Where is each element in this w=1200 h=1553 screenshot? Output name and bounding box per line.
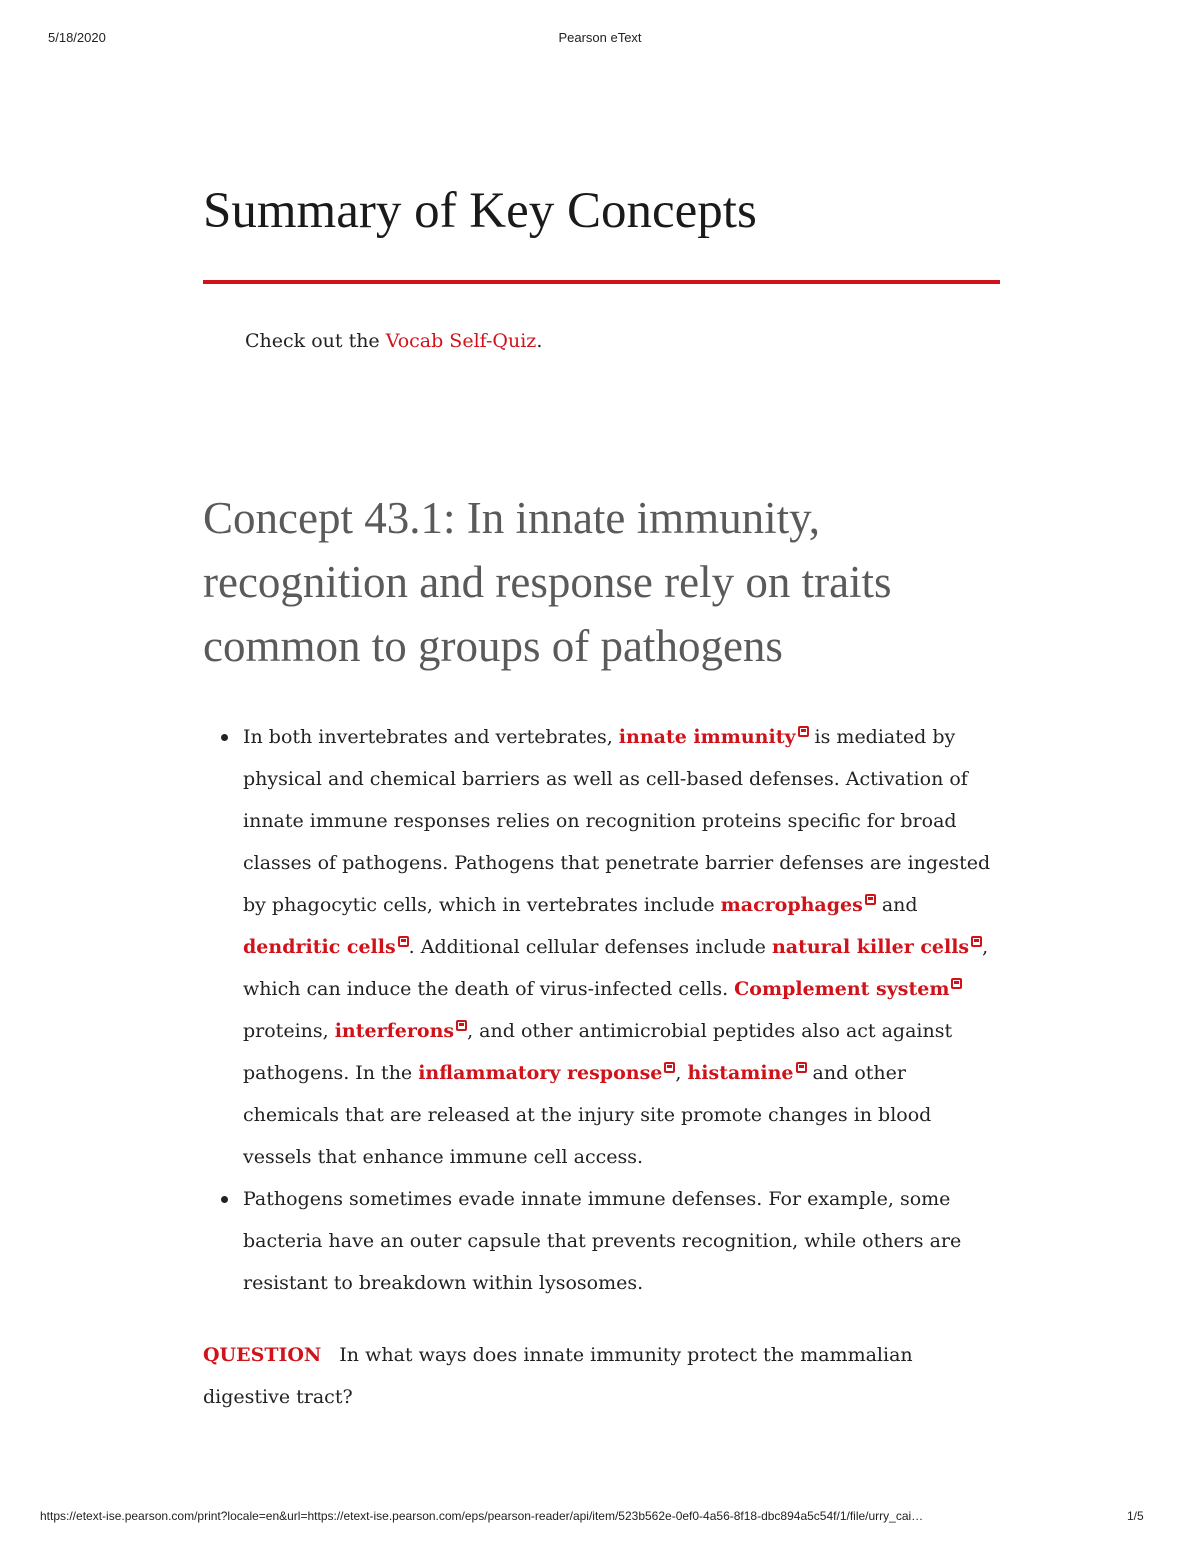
term-histamine[interactable]: histamine <box>687 1062 794 1084</box>
term-inflammatory-response[interactable]: inflammatory response <box>418 1062 663 1084</box>
text-run: In both invertebrates and vertebrates, <box>243 726 619 748</box>
quiz-prompt <box>245 330 1000 352</box>
glossary-popup-icon[interactable] <box>951 978 962 989</box>
vocab-self-quiz-link[interactable]: Vocab Self-Quiz <box>385 330 537 352</box>
print-site-title: Pearson eText <box>558 30 642 45</box>
glossary-popup-icon[interactable] <box>398 936 409 947</box>
bullet-text: Pathogens sometimes evade innate immune defenses. For example, some bacteria have an outer capsule that prevents recognition, while others are resistant to breakdown within lysosomes. <box>243 1188 962 1294</box>
text-run: and other chemicals that are released at the injury site promote changes in blood vessels that enhance immune cell access. <box>243 1062 932 1168</box>
term-interferons[interactable]: interferons <box>334 1020 455 1042</box>
page-title: Summary of Key Concepts <box>203 183 757 239</box>
term-innate-immunity[interactable]: innate immunity <box>618 726 796 748</box>
list-item <box>243 1178 1000 1304</box>
glossary-popup-icon[interactable] <box>664 1062 675 1073</box>
bullet-icon <box>221 1196 228 1203</box>
glossary-popup-icon[interactable] <box>971 936 982 947</box>
term-dendritic-cells[interactable]: dendritic cells <box>243 936 396 958</box>
concept-heading: Concept 43.1: In innate immunity, recognition and response rely on traits common to groups of pathogens <box>203 493 892 671</box>
text-run: , which can induce the death of virus-infected cells. <box>243 936 989 1000</box>
text-run: is mediated by physical and chemical barriers as well as cell-based defenses. Activation of innate immune responses relies on recognition proteins specific for broad classes of pathogens. Pathogens that penetrate barrier defenses are ingested by phagocytic cells, which in vertebrates include <box>243 726 991 916</box>
concept-bullets <box>203 716 1000 1304</box>
print-footer <box>0 1507 1200 1549</box>
page-number: 1/5 <box>1127 1509 1144 1523</box>
term-macrophages[interactable]: macrophages <box>720 894 863 916</box>
title-divider <box>203 280 1000 284</box>
text-run: , <box>675 1062 688 1084</box>
text-run: , and other antimicrobial peptides also act against pathogens. In the <box>243 1020 953 1084</box>
text-run: and <box>875 894 918 916</box>
question-text: In what ways does innate immunity protect the mammalian digestive tract? <box>203 1344 913 1408</box>
print-url: https://etext-ise.pearson.com/print?locale=en&url=https://etext-ise.pearson.com/eps/pearson-reader/api/item/523b562e-0ef0-4a56-8f18-dbc894a5c54f/1/file/urry_cai… <box>40 1509 924 1523</box>
term-complement-system[interactable]: Complement system <box>734 978 950 1000</box>
text-run: . Additional cellular defenses include <box>408 936 772 958</box>
glossary-popup-icon[interactable] <box>865 894 876 905</box>
question-label: QUESTION <box>203 1344 322 1366</box>
glossary-popup-icon[interactable] <box>456 1020 467 1031</box>
print-date: 5/18/2020 <box>48 30 106 45</box>
question-block <box>203 1334 1000 1418</box>
quiz-prefix: Check out the <box>245 330 386 352</box>
glossary-popup-icon[interactable] <box>796 1062 807 1073</box>
quiz-suffix: . <box>536 330 543 352</box>
glossary-popup-icon[interactable] <box>798 726 809 737</box>
text-run: proteins, <box>243 1020 335 1042</box>
bullet-icon <box>221 734 228 741</box>
main-content <box>203 180 1000 1437</box>
list-item <box>243 716 1000 1178</box>
term-natural-killer-cells[interactable]: natural killer cells <box>771 936 970 958</box>
